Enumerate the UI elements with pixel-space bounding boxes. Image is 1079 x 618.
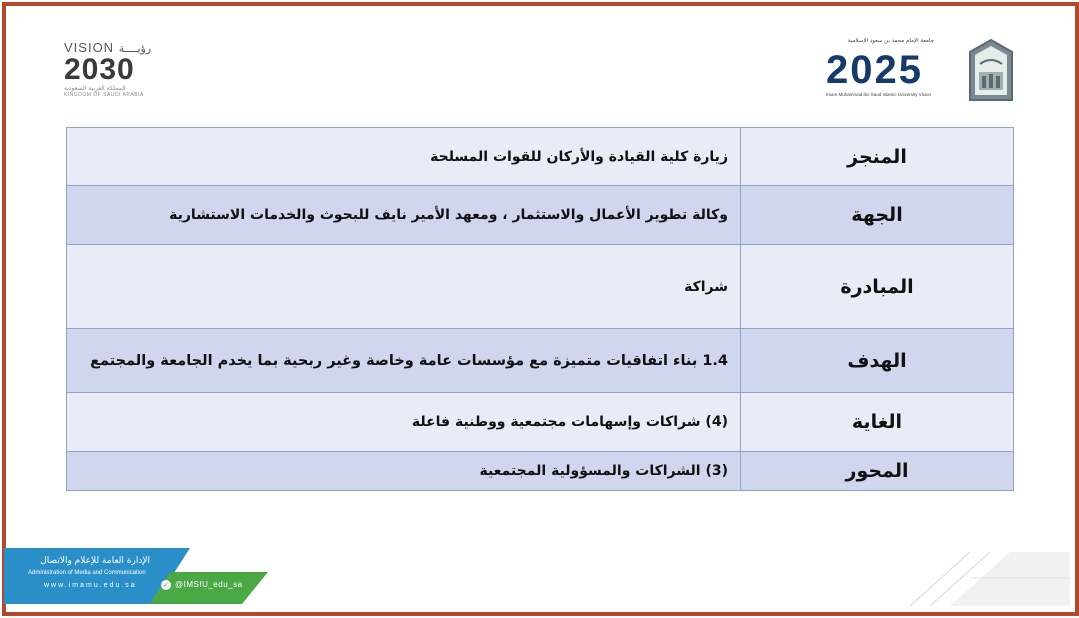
university-2025-logo <box>826 38 1016 104</box>
table-row <box>67 393 1014 452</box>
university-emblem-icon <box>968 38 1014 102</box>
row-key-initiative: المبادرة <box>741 245 1014 329</box>
row-key-objective: الهدف <box>741 329 1014 393</box>
row-value-achievement: زيارة كلية القيادة والأركان للقوات المسلحة <box>67 128 741 186</box>
university-name-text: جامعة الإمام محمد بن سعود الإسلامية <box>848 38 934 44</box>
table-row <box>67 186 1014 245</box>
row-key-axis: المحور <box>741 452 1014 491</box>
row-value-entity: وكالة تطوير الأعمال والاستثمار ، ومعهد الأمير نايف للبحوث والخدمات الاستشارية <box>67 186 741 245</box>
achievement-table <box>66 127 1014 491</box>
vision-year: 2030 <box>64 53 135 86</box>
table-row <box>67 245 1014 329</box>
footer-english-text: Administration of Media and Communication <box>28 570 146 576</box>
footer-twitter-handle[interactable]: @IMSIU_edu_sa <box>175 580 243 589</box>
table-row <box>67 329 1014 393</box>
twitter-icon: ✓ <box>161 580 171 590</box>
row-key-achievement: المنجز <box>741 128 1014 186</box>
row-value-axis: (3) الشراكات والمسؤولية المجتمعية <box>67 452 741 491</box>
row-key-goal: الغاية <box>741 393 1014 452</box>
table-row <box>67 452 1014 491</box>
row-value-objective: 1.4 بناء اتفاقيات متميزة مع مؤسسات عامة وخاصة وغير ربحية بما يخدم الجامعة والمجتمع <box>67 329 741 393</box>
corner-decoration <box>890 548 1070 608</box>
row-key-entity: الجهة <box>741 186 1014 245</box>
row-value-goal: (4) شراكات وإسهامات مجتمعية ووطنية فاعلة <box>67 393 741 452</box>
vision-country: KINGDOM OF SAUDI ARABIA <box>64 92 144 98</box>
vision-arabic-word: رؤيــــة <box>118 42 152 55</box>
table-row <box>67 128 1014 186</box>
university-vision-text: Imam Muhammad ibn Saud Islamic University Vision <box>826 92 931 97</box>
row-value-initiative: شراكة <box>67 245 741 329</box>
footer-url-link[interactable]: www.imamu.edu.sa <box>44 582 137 589</box>
vision-word: VISION <box>64 40 115 55</box>
footer-arabic-text: الإدارة العامة للإعلام والاتصال <box>40 556 150 566</box>
vision-2030-logo <box>64 40 164 104</box>
vision-arabic-country: المملكة العربية السعودية <box>64 85 126 92</box>
university-year: 2025 <box>826 48 923 92</box>
